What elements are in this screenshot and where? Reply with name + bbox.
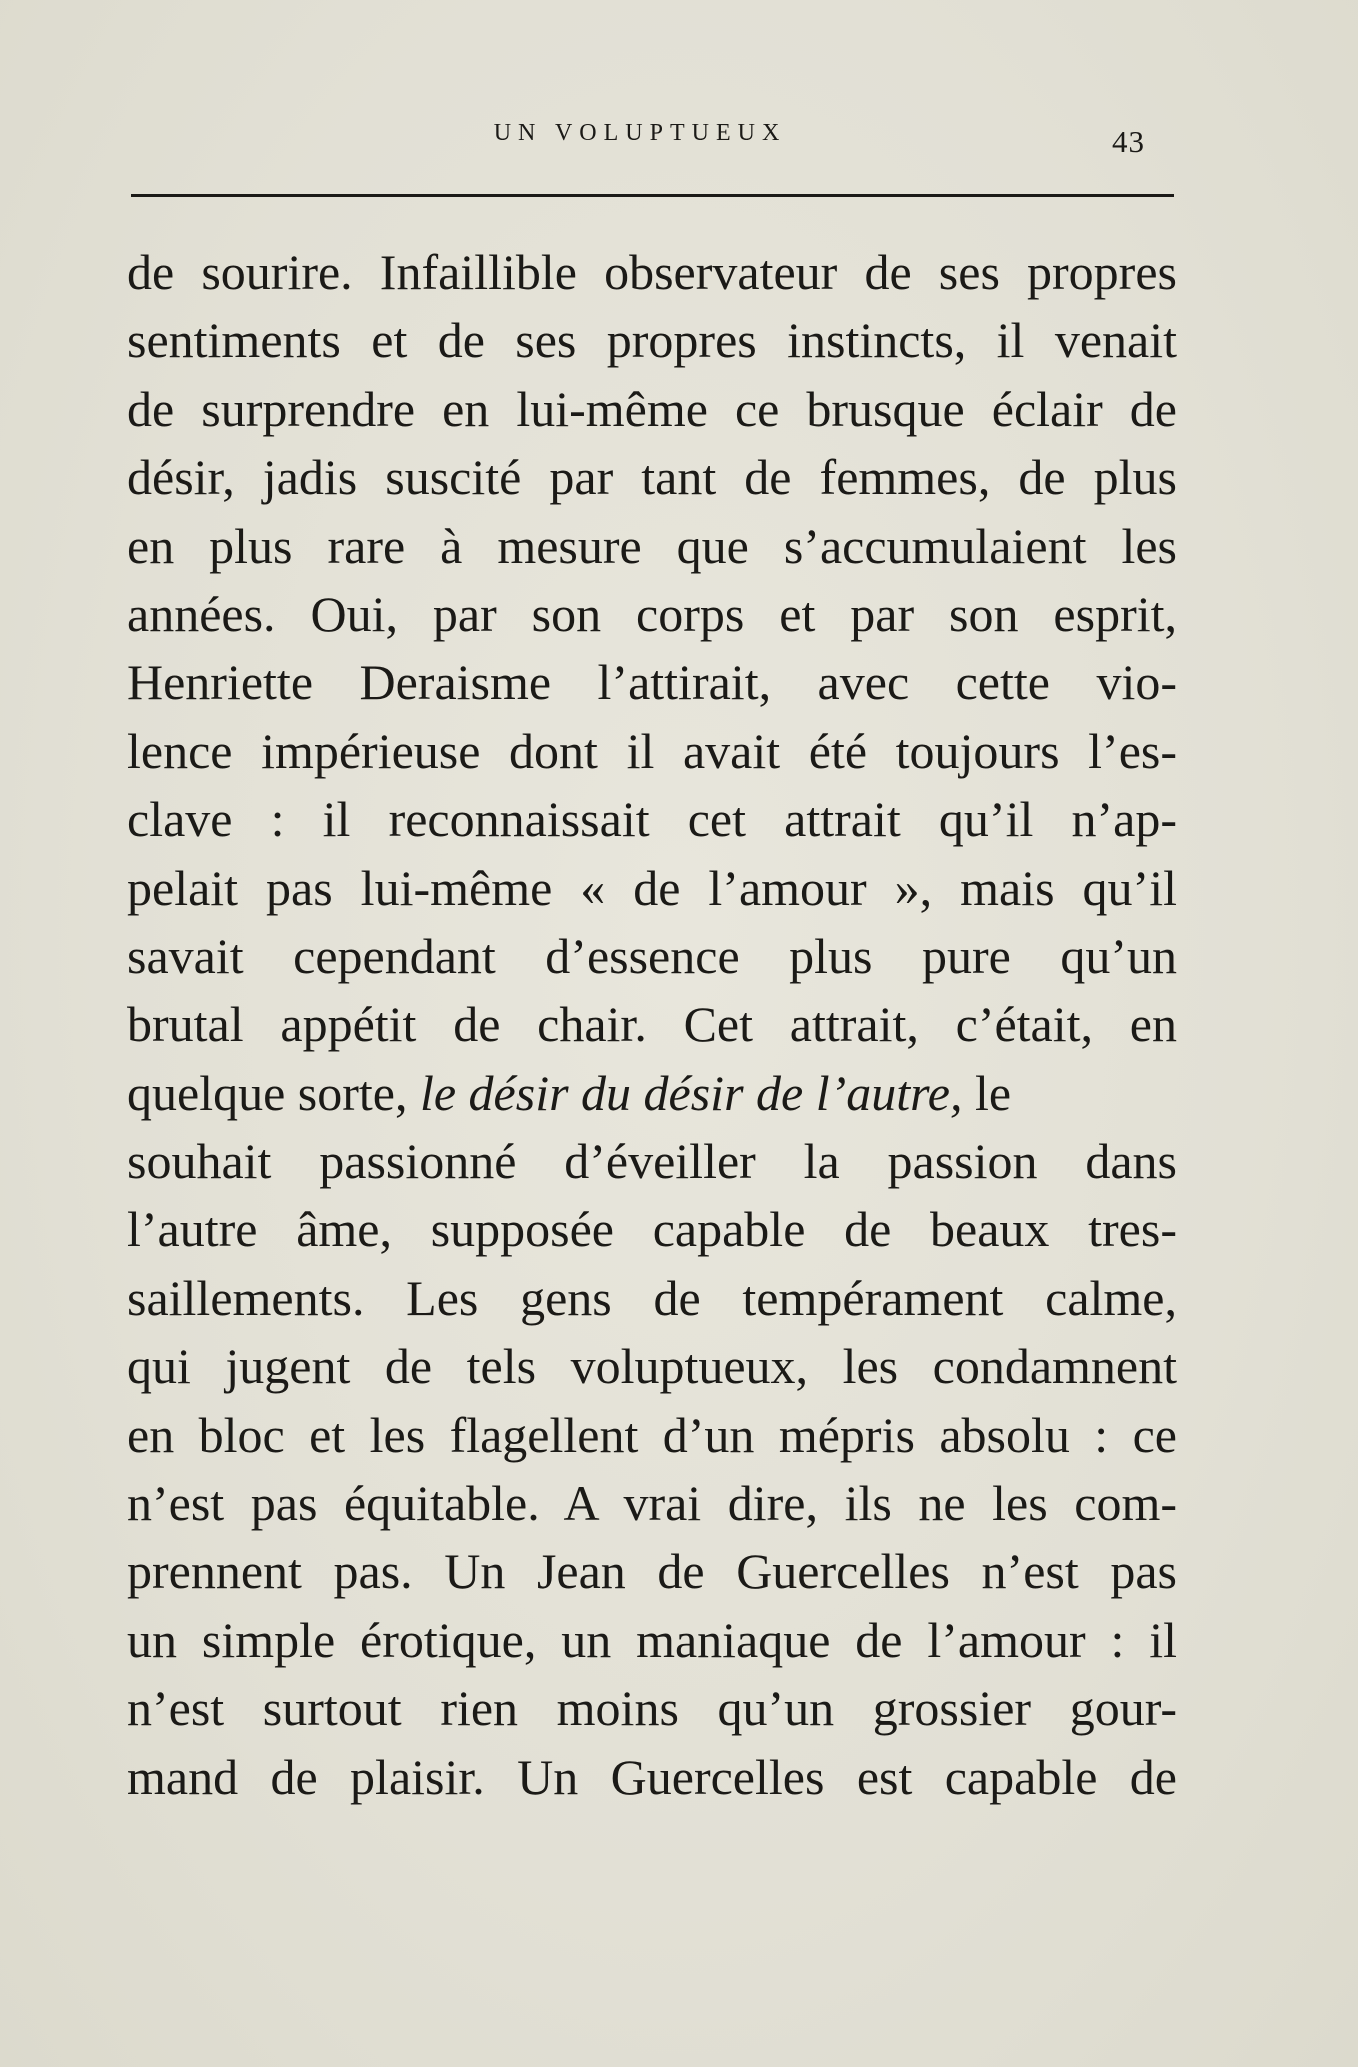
- text-line: lence impérieuse dont il avait été toujours l’es-: [127, 722, 1177, 779]
- page-number: 43: [1112, 124, 1145, 159]
- text-line: Henriette Deraisme l’attirait, avec cette vio-: [127, 654, 1177, 711]
- text-line: mand de plaisir. Un Guercelles est capable de: [127, 1748, 1177, 1805]
- text-line: désir, jadis suscité par tant de femmes, de plus: [127, 449, 1177, 506]
- text-line: de sourire. Infaillible observateur de ses propres: [127, 244, 1177, 300]
- text-line: en bloc et les flagellent d’un mépris absolu : ce: [127, 1406, 1177, 1463]
- text-line: sentiments et de ses propres instincts, il venait: [127, 312, 1177, 369]
- header-rule: [131, 194, 1174, 197]
- text-line: qui jugent de tels voluptueux, les condamnent: [127, 1338, 1177, 1395]
- text-line: l’autre âme, supposée capable de beaux tres-: [127, 1201, 1177, 1258]
- text-line: prennent pas. Un Jean de Guercelles n’est pas: [127, 1543, 1177, 1600]
- text-line: brutal appétit de chair. Cet attrait, c’était, en: [127, 996, 1177, 1053]
- running-title: UN VOLUPTUEUX: [493, 120, 787, 146]
- text-line: pelait pas lui-même « de l’amour », mais qu’il: [127, 859, 1177, 916]
- text-line: en plus rare à mesure que s’accumulaient les: [127, 517, 1177, 574]
- text-segment: quelque sorte,: [127, 1064, 408, 1121]
- text-line: années. Oui, par son corps et par son esprit,: [127, 585, 1177, 642]
- body-text: [127, 238, 1177, 1811]
- text-line: saillements. Les gens de tempérament calme,: [127, 1269, 1177, 1326]
- text-line: savait cependant d’essence plus pure qu’un: [127, 927, 1177, 984]
- text-line: un simple érotique, un maniaque de l’amour : il: [127, 1611, 1177, 1668]
- text-segment: le: [974, 1064, 1012, 1121]
- italic-phrase: le désir du désir de l’autre,: [419, 1064, 963, 1121]
- running-head: [0, 118, 1358, 158]
- text-line: clave : il reconnaissait cet attrait qu’il n’ap-: [127, 791, 1177, 848]
- text-line: souhait passionné d’éveiller la passion dans: [127, 1133, 1177, 1190]
- text-line-with-italic: [127, 1059, 1177, 1127]
- text-line: n’est surtout rien moins qu’un grossier gour-: [127, 1680, 1177, 1737]
- text-line: de surprendre en lui-même ce brusque éclair de: [127, 380, 1177, 437]
- text-line: n’est pas équitable. A vrai dire, ils ne les com-: [127, 1475, 1177, 1532]
